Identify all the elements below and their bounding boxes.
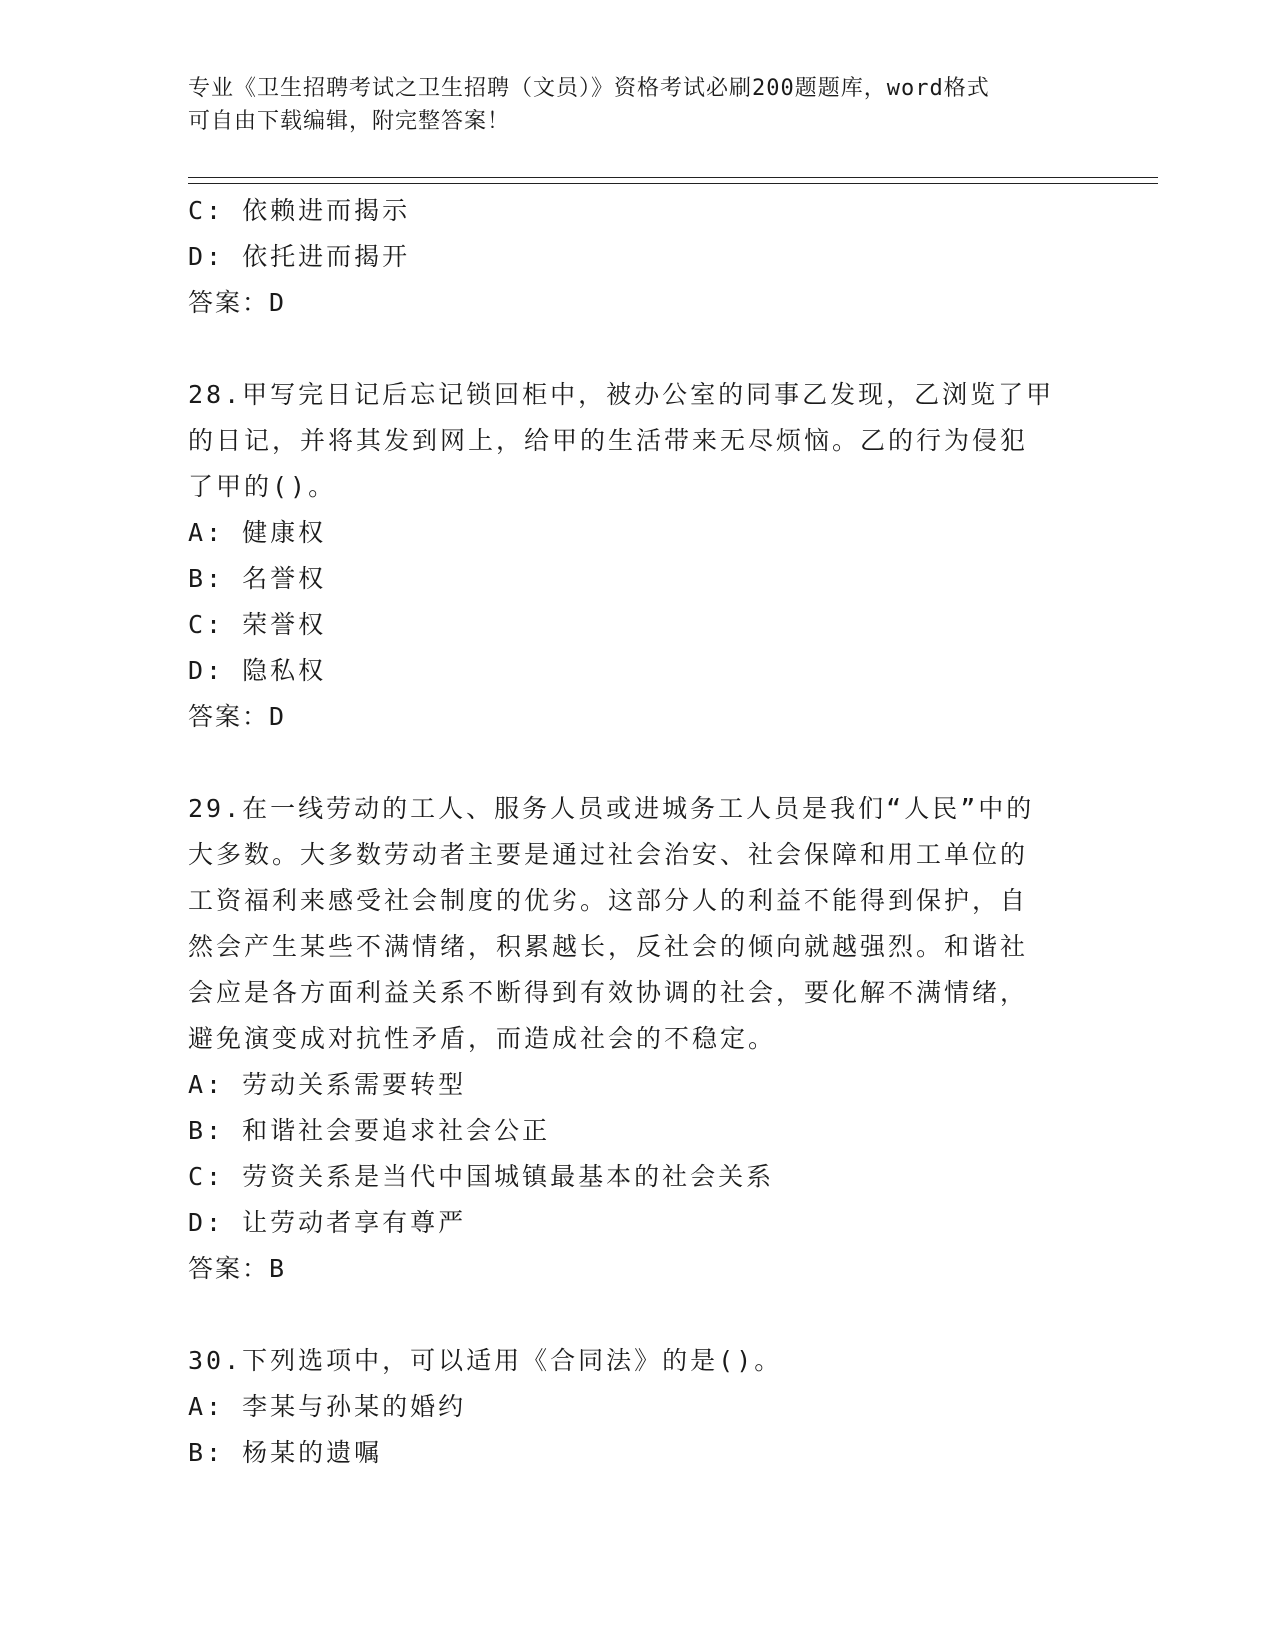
option-b: B: 杨某的遗嘱 <box>188 1438 383 1467</box>
question-text-line: 会应是各方面利益关系不断得到有效协调的社会，要化解不满情绪， <box>188 978 1029 1007</box>
option-a: A: 李某与孙某的婚约 <box>188 1392 467 1421</box>
spacer <box>188 1292 1068 1338</box>
answer: 答案：B <box>188 1254 287 1283</box>
option-b: B: 名誉权 <box>188 564 327 593</box>
option-d: D: 让劳动者享有尊严 <box>188 1208 467 1237</box>
question-29 <box>188 786 1068 1292</box>
document-header <box>188 72 1068 138</box>
option-c: C: 依赖进而揭示 <box>188 196 411 225</box>
question-text-line: 28.甲写完日记后忘记锁回柜中，被办公室的同事乙发现，乙浏览了甲 <box>188 380 1055 409</box>
question-text <box>188 372 1068 510</box>
question-text-line: 大多数。大多数劳动者主要是通过社会治安、社会保障和用工单位的 <box>188 840 1029 869</box>
question-text-line: 30.下列选项中，可以适用《合同法》的是()。 <box>188 1346 783 1375</box>
spacer <box>188 740 1068 786</box>
option-a: A: 健康权 <box>188 518 327 547</box>
question-27-tail <box>188 188 1068 326</box>
header-divider-bottom <box>188 183 1158 184</box>
question-text-line: 工资福利来感受社会制度的优劣。这部分人的利益不能得到保护，自 <box>188 886 1029 915</box>
option-d: D: 依托进而揭开 <box>188 242 411 271</box>
question-text <box>188 1338 1068 1384</box>
question-28 <box>188 372 1068 740</box>
question-text-line: 然会产生某些不满情绪，积累越长，反社会的倾向就越强烈。和谐社 <box>188 932 1029 961</box>
header-line-1: 专业《卫生招聘考试之卫生招聘（文员）》资格考试必刷200题题库，word格式 <box>188 76 990 101</box>
option-a: A: 劳动关系需要转型 <box>188 1070 467 1099</box>
question-text-line: 避免演变成对抗性矛盾，而造成社会的不稳定。 <box>188 1024 777 1053</box>
question-text-line: 的日记，并将其发到网上，给甲的生活带来无尽烦恼。乙的行为侵犯 <box>188 426 1029 455</box>
spacer <box>188 326 1068 372</box>
option-c: C: 劳资关系是当代中国城镇最基本的社会关系 <box>188 1162 775 1191</box>
question-text-line: 了甲的()。 <box>188 472 337 501</box>
question-text <box>188 786 1068 1062</box>
answer: 答案：D <box>188 288 287 317</box>
option-b: B: 和谐社会要追求社会公正 <box>188 1116 551 1145</box>
question-30 <box>188 1338 1068 1476</box>
header-line-2: 可自由下载编辑，附完整答案！ <box>188 109 511 134</box>
question-text-line: 29.在一线劳动的工人、服务人员或进城务工人员是我们“人民”中的 <box>188 794 1035 823</box>
option-d: D: 隐私权 <box>188 656 327 685</box>
answer: 答案：D <box>188 702 287 731</box>
document-body <box>188 188 1068 1476</box>
header-divider-top <box>188 177 1158 178</box>
option-c: C: 荣誉权 <box>188 610 327 639</box>
